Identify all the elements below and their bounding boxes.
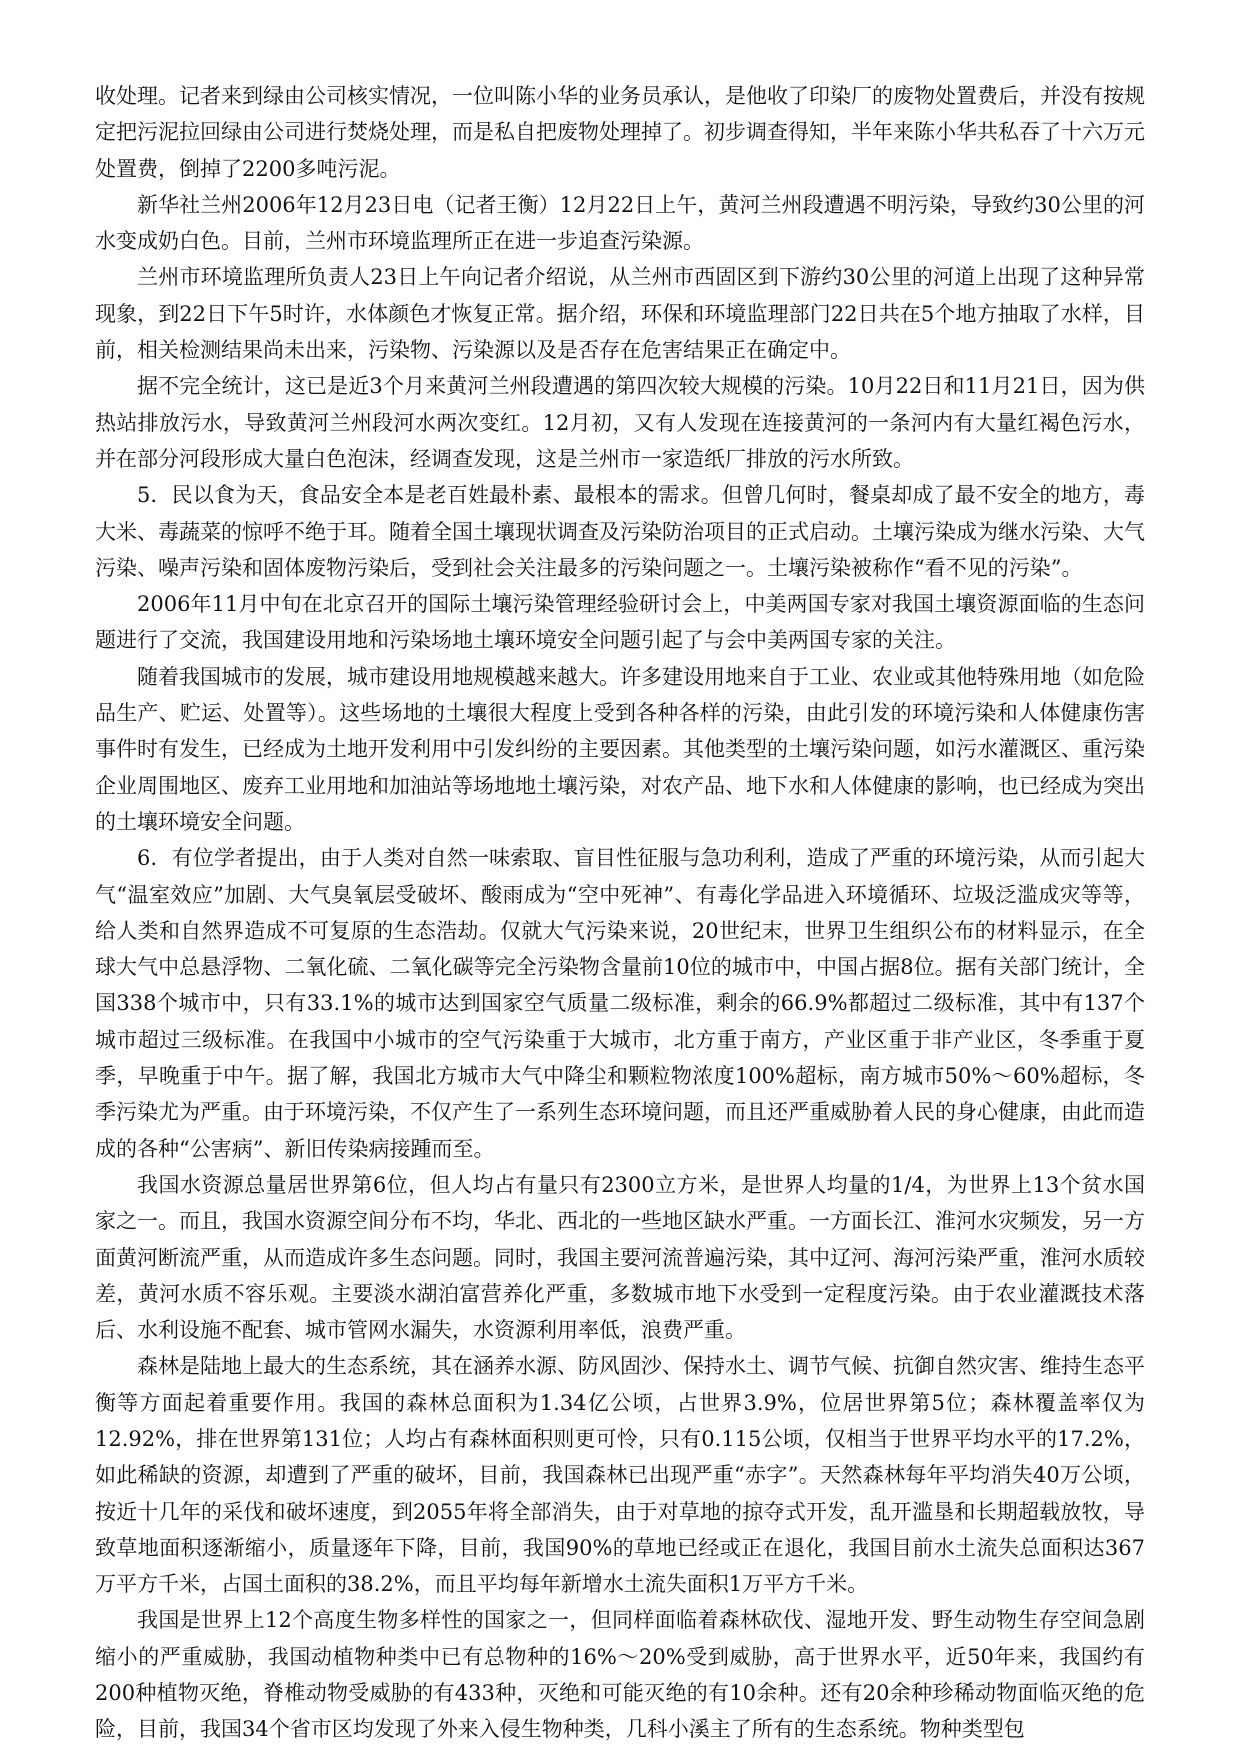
- paragraph-11: 我国是世界上12个高度生物多样性的国家之一，但同样面临着森林砍伐、湿地开发、野生动物生存空间急剧缩小的严重威胁，我国动植物种类中已有总物种的16%～20%受到威胁，高于世界水平，近50年来，我国约有200种植物灭绝，脊椎动物受威胁的有433种，灭绝和可能灭绝的有10余种。还有20余种珍稀动物面临灭绝的危险，目前，我国34个省市区均发现了外来入侵生物种类，几科小溪主了所有的生态系统。物种类型包: [95, 1608, 1145, 1742]
- paragraph-3: 兰州市环境监理所负责人23日上午向记者介绍说，从兰州市西固区到下游约30公里的河道上出现了这种异常现象，到22日下午5时许，水体颜色才恢复正常。据介绍，环保和环境监理部门22日共在5个地方抽取了水样，目前，相关检测结果尚未出来，污染物、污染源以及是否存在危害结果正在确定中。: [95, 265, 1145, 363]
- paragraph-10: 森林是陆地上最大的生态系统，其在涵养水源、防风固沙、保持水土、调节气候、抗御自然灾害、维持生态平衡等方面起着重要作用。我国的森林总面积为1.34亿公顷，占世界3.9%，位居世界第5位；森林覆盖率仅为12.92%，排在世界第131位；人均占有森林面积则更可怜，只有0.115公顷，仅相当于世界平均水平的17.2%，如此稀缺的资源，却遭到了严重的破坏，目前，我国森林已出现严重“赤字”。天然森林每年平均消失40万公顷，按近十几年的采伐和破坏速度，到2055年将全部消失，由于对草地的掠夺式开发，乱开滥垦和长期超载放牧，导致草地面积逐渐缩小，质量逐年下降，目前，我国90%的草地已经或正在退化，我国目前水土流失总面积达367万平方千米，占国土面积的38.2%，而且平均每年新增水土流失面积1万平方千米。: [95, 1354, 1145, 1597]
- document-page: [95, 78, 1145, 1748]
- paragraph-9: 我国水资源总量居世界第6位，但人均占有量只有2300立方米，是世界人均量的1/4，为世界上13个贫水国家之一。而且，我国水资源空间分布不均，华北、西北的一些地区缺水严重。一方面长江、淮河水灾频发，另一方面黄河断流严重，从而造成许多生态问题。同时，我国主要河流普遍污染，其中辽河、海河污染严重，淮河水质较差，黄河水质不容乐观。主要淡水湖泊富营养化严重，多数城市地下水受到一定程度污染。由于农业灌溉技术落后、水利设施不配套、城市管网水漏失，水资源利用率低，浪费严重。: [95, 1172, 1145, 1343]
- paragraph-4: 据不完全统计，这已是近3个月来黄河兰州段遭遇的第四次较大规模的污染。10月22日和11月21日，因为供热站排放污水，导致黄河兰州段河水两次变红。12月初，又有人发现在连接黄河的一条河内有大量红褐色污水，并在部分河段形成大量白色泡沫，经调查发现，这是兰州市一家造纸厂排放的污水所致。: [95, 374, 1145, 471]
- paragraph-1: 收处理。记者来到绿由公司核实情况，一位叫陈小华的业务员承认，是他收了印染厂的废物处置费后，并没有按规定把污泥拉回绿由公司进行焚烧处理，而是私自把废物处理掉了。初步调查得知，半年来陈小华共私吞了十六万元处置费，倒掉了2200多吨污泥。: [95, 84, 1145, 181]
- paragraph-8: 6．有位学者提出，由于人类对自然一味索取、盲目性征服与急功利利，造成了严重的环境污染，从而引起大气“温室效应”加剧、大气臭氧层受破坏、酸雨成为“空中死神”、有毒化学品进入环境循环、垃圾泛滥成灾等等，给人类和自然界造成不可复原的生态浩劫。仅就大气污染来说，20世纪末，世界卫生组织公布的材料显示，在全球大气中总悬浮物、二氧化硫、二氧化碳等完全污染物含量前10位的城市中，中国占据8位。据有关部门统计，全国338个城市中，只有33.1%的城市达到国家空气质量二级标准，剩余的66.9%都超过二级标准，其中有137个城市超过三级标准。在我国中小城市的空气污染重于大城市，北方重于南方，产业区重于非产业区，冬季重于夏季，早晚重于中午。据了解，我国北方城市大气中降尘和颗粒物浓度100%超标，南方城市50%～60%超标，冬季污染尤为严重。由于环境污染，不仅产生了一系列生态环境问题，而且还严重威胁着人民的身心健康，由此而造成的各种“公害病”、新旧传染病接踵而至。: [95, 846, 1145, 1161]
- paragraph-7: 随着我国城市的发展，城市建设用地规模越来越大。许多建设用地来自于工业、农业或其他特殊用地（如危险品生产、贮运、处置等）。这些场地的土壤很大程度上受到各种各样的污染，由此引发的环境污染和人体健康伤害事件时有发生，已经成为土地开发利用中引发纠纷的主要因素。其他类型的土壤污染问题，如污水灌溉区、重污染企业周围地区、废弃工业用地和加油站等场地地土壤污染，对农产品、地下水和人体健康的影响，也已经成为突出的土壤环境安全问题。: [95, 664, 1145, 834]
- paragraph-6: 2006年11月中旬在北京召开的国际土壤污染管理经验研讨会上，中美两国专家对我国土壤资源面临的生态问题进行了交流，我国建设用地和污染场地土壤环境安全问题引起了与会中美两国专家的关注。: [95, 592, 1145, 653]
- paragraph-5: 5．民以食为天，食品安全本是老百姓最朴素、最根本的需求。但曾几何时，餐桌却成了最不安全的地方，毒大米、毒蔬菜的惊呼不绝于耳。随着全国土壤现状调查及污染防治项目的正式启动。土壤污染成为继水污染、大气污染、噪声污染和固体废物污染后，受到社会关注最多的污染问题之一。土壤污染被称作“看不见的污染”。: [95, 483, 1145, 580]
- paragraph-2: 新华社兰州2006年12月23日电（记者王衡）12月22日上午，黄河兰州段遭遇不明污染，导致约30公里的河水变成奶白色。目前，兰州市环境监理所正在进一步追查污染源。: [95, 192, 1145, 254]
